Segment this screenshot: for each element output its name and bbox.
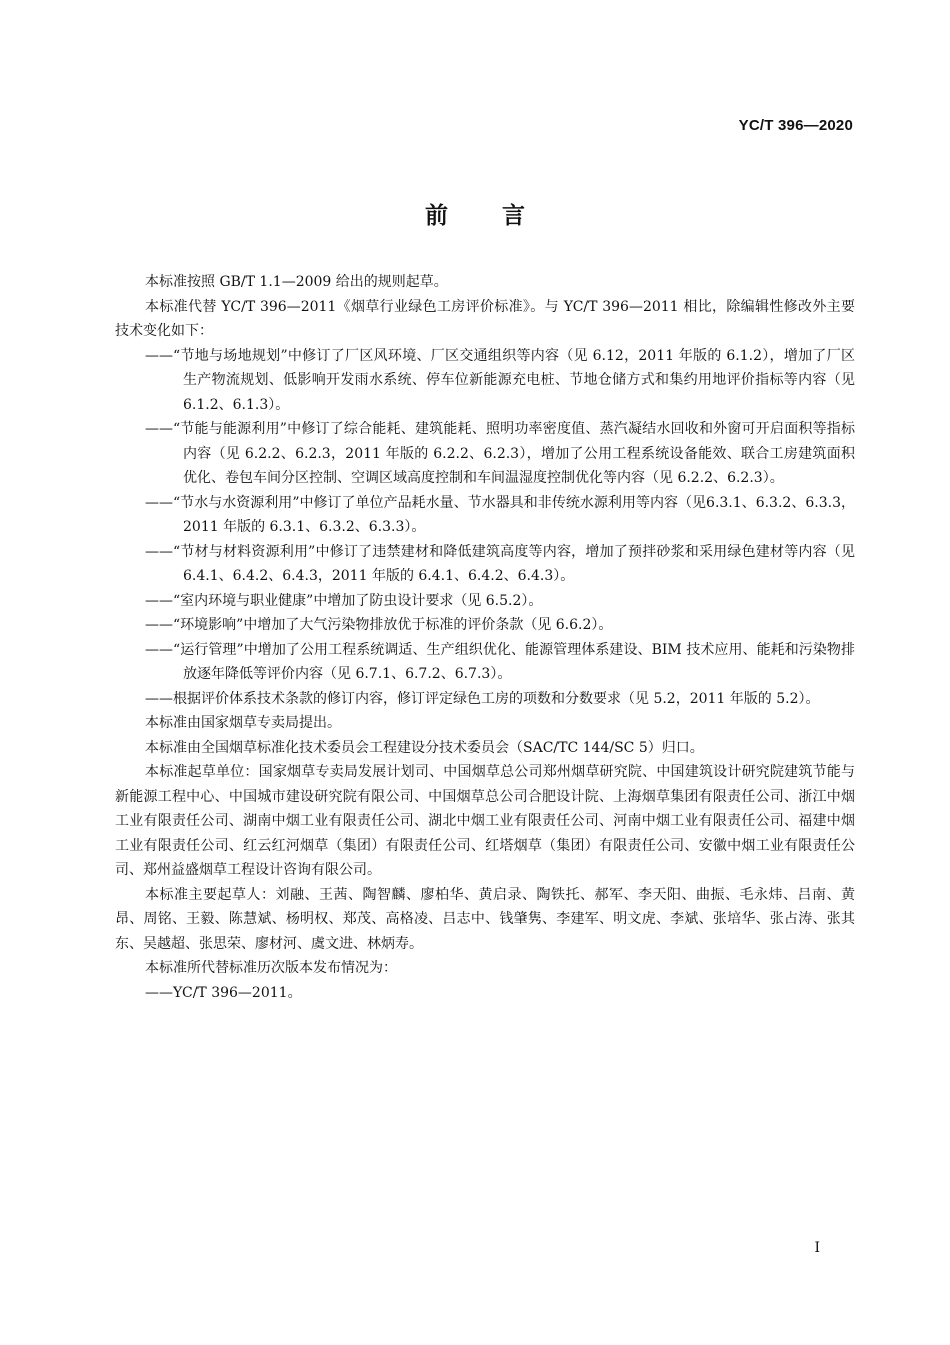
page-number: I bbox=[814, 1240, 820, 1256]
paragraph: 本标准按照 GB/T 1.1—2009 给出的规则起草。 bbox=[145, 274, 448, 290]
change-item: ——根据评价体系技术条款的修订内容，修订评定绿色工房的项数和分数要求（见 5.2，2011 年版的 5.2）。 bbox=[145, 690, 820, 707]
change-item: ——“节材与材料资源利用”中修订了违禁建材和降低建筑高度等内容，增加了预拌砂浆和采用绿色建材等内容（见 6.4.1、6.4.2、6.4.3，2011 年版的 6.4.1、6.4.2、6.4.3）。 bbox=[145, 543, 855, 584]
paragraph: 本标准代替 YC/T 396—2011《烟草行业绿色工房评价标准》。与 YC/T 396—2011 相比，除编辑性修改外主要技术变化如下： bbox=[115, 298, 855, 339]
change-item: ——“节水与水资源利用”中修订了单位产品耗水量、节水器具和非传统水源利用等内容（见6.3.1、6.3.2、6.3.3，2011 年版的 6.3.1、6.3.2、6.3.3）。 bbox=[145, 494, 855, 535]
change-item: ——“运行管理”中增加了公用工程系统调适、生产组织优化、能源管理体系建设、BIM 技术应用、能耗和污染物排放逐年降低等评价内容（见 6.7.1、6.7.2、6.7.3）。 bbox=[145, 641, 855, 682]
paragraph: 本标准由国家烟草专卖局提出。 bbox=[145, 715, 341, 731]
page-title: 前言 bbox=[425, 203, 579, 229]
paragraph: 本标准由全国烟草标准化技术委员会工程建设分技术委员会（SAC/TC 144/SC 5）归口。 bbox=[145, 739, 704, 756]
standard-code: YC/T 396—2020 bbox=[738, 117, 853, 134]
change-item: ——“节地与场地规划”中修订了厂区风环境、厂区交通组织等内容（见 6.12，2011 年版的 6.1.2），增加了厂区生产物流规划、低影响开发雨水系统、停车位新能源充电桩、节地仓储方式和集约用地评价指标等内容（见 6.1.2、6.1.3）。 bbox=[145, 347, 855, 413]
change-item: ——“室内环境与职业健康”中增加了防虫设计要求（见 6.5.2）。 bbox=[145, 592, 543, 609]
document-body bbox=[115, 270, 855, 1005]
change-item: ——YC/T 396—2011。 bbox=[145, 984, 302, 1001]
change-item: ——“节能与能源利用”中修订了综合能耗、建筑能耗、照明功率密度值、蒸汽凝结水回收和外窗可开启面积等指标内容（见 6.2.2、6.2.3，2011 年版的 6.2.2、6.2.3），增加了公用工程系统设备能效、联合工房建筑面积优化、卷包车间分区控制、空调区域高度控制和车间温湿度控制优化等内容（见 6.2.2、6.2.3）。 bbox=[145, 421, 855, 486]
paragraph: 本标准起草单位：国家烟草专卖局发展计划司、中国烟草总公司郑州烟草研究院、中国建筑设计研究院建筑节能与新能源工程中心、中国城市建设研究院有限公司、中国烟草总公司合肥设计院、上海烟草集团有限责任公司、浙江中烟工业有限责任公司、湖南中烟工业有限责任公司、湖北中烟工业有限责任公司、河南中烟工业有限责任公司、福建中烟工业有限责任公司、红云红河烟草（集团）有限责任公司、红塔烟草（集团）有限责任公司、安徽中烟工业有限责任公司、郑州益盛烟草工程设计咨询有限公司。 bbox=[115, 764, 855, 878]
paragraph: 本标准所代替标准历次版本发布情况为： bbox=[145, 960, 397, 976]
paragraph: 本标准主要起草人：刘融、王茜、陶智麟、廖柏华、黄启录、陶铁托、郝军、李天阳、曲振、毛永炜、吕南、黄昂、周铭、王毅、陈慧斌、杨明权、郑茂、高格凌、吕志中、钱肇隽、李建军、明文虎、李斌、张培华、张占涛、张其东、吴越超、张思荣、廖材河、虞文进、林炳寿。 bbox=[115, 886, 855, 952]
change-item: ——“环境影响”中增加了大气污染物排放优于标准的评价条款（见 6.6.2）。 bbox=[145, 617, 613, 633]
